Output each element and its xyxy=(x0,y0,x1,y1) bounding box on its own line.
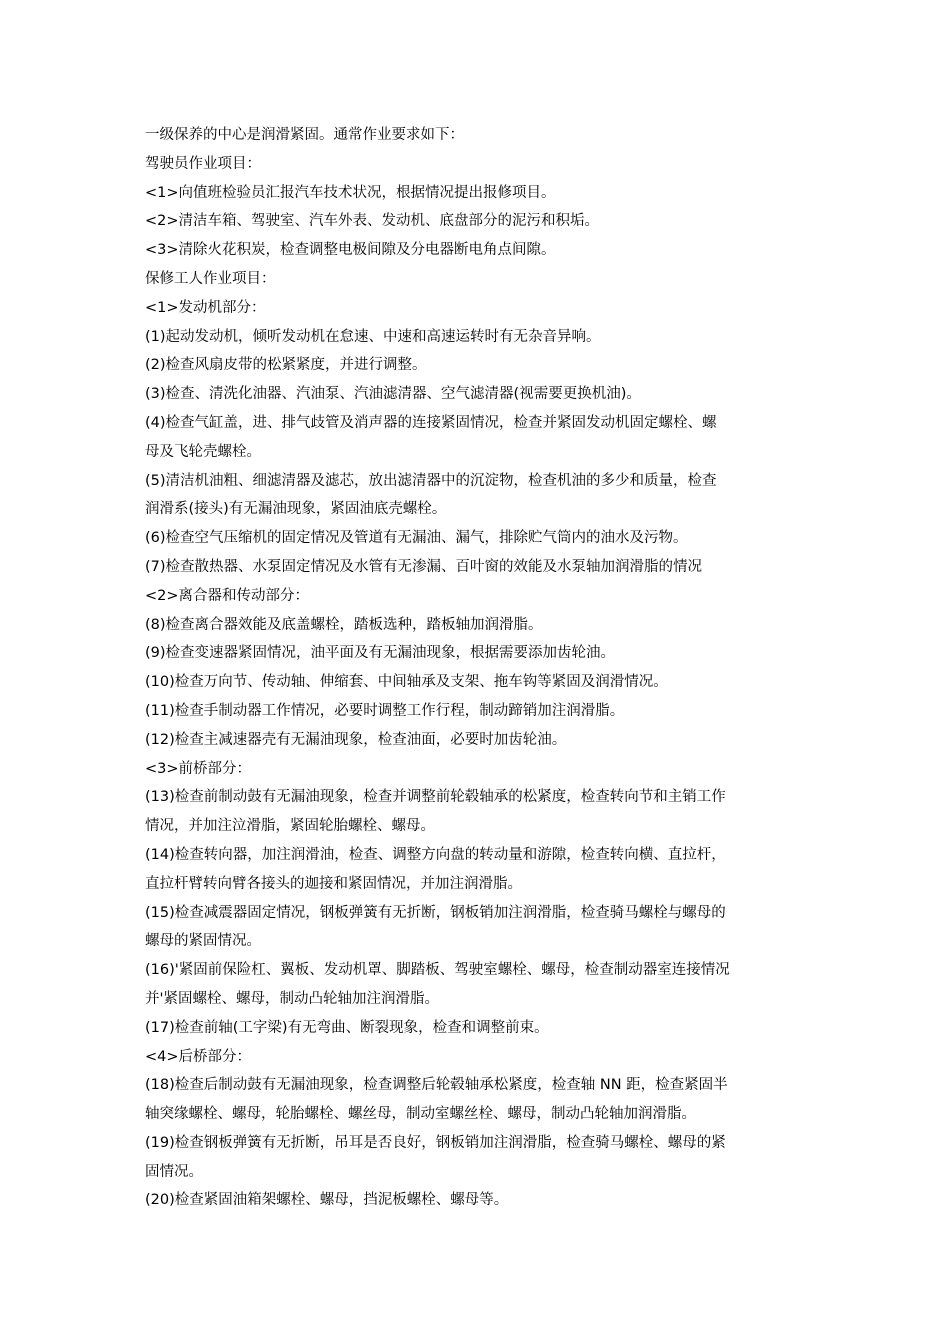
text-line: 一级保养的中心是润滑紧固。通常作业要求如下： xyxy=(145,127,464,143)
text-line: (4)检查气缸盖，进、排气歧管及消声器的连接紧固情况，检查并紧固发动机固定螺栓、螺 xyxy=(145,414,717,431)
text-line: (7)检查散热器、水泵固定情况及水管有无渗漏、百叶窗的效能及水泵轴加润滑脂的情况 xyxy=(145,558,703,575)
text-line: (13)检查前制动鼓有无漏油现象，检查并调整前轮毂轴承的松紧度，检查转向节和主销工作 xyxy=(145,789,726,806)
text-line: (5)清洁机油粗、细滤清器及滤芯，放出滤清器中的沉淀物，检查机油的多少和质量，检查 xyxy=(145,472,717,489)
text-line: (14)检查转向器，加注润滑油，检查、调整方向盘的转动量和游隙，检查转向横、直拉杆， xyxy=(145,846,726,863)
text-line: (10)检查万向节、传动轴、伸缩套、中间轴承及支架、拖车钩等紧固及润滑情况。 xyxy=(145,674,668,691)
text-line: (16)'紧固前保险杠、翼板、发动机罩、脚踏板、驾驶室螺栓、螺母，检查制动器室连接情况 xyxy=(145,962,730,979)
subsection-heading: <4>后桥部分： xyxy=(145,1048,252,1065)
subsection-heading: <3>前桥部分： xyxy=(145,760,252,777)
text-line: (11)检查手制动器工作情况，必要时调整工作行程，制动蹄销加注润滑脂。 xyxy=(145,702,625,719)
text-line: (12)检查主减速器壳有无漏油现象，检查油面，必要时加齿轮油。 xyxy=(145,731,567,748)
section-heading: 保修工人作业项目： xyxy=(145,270,276,287)
text-line: (6)检查空气压缩机的固定情况及管道有无漏油、漏气，排除贮气筒内的油水及污物。 xyxy=(145,530,688,547)
document-body xyxy=(145,121,810,1215)
subsection-heading: <2>离合器和传动部分： xyxy=(145,587,310,604)
text-line: (15)检查减震器固定情况，钢板弹簧有无折断，钢板销加注润滑脂，检查骑马螺栓与螺母的 xyxy=(145,904,726,921)
text-line: 情况，并加注泣滑脂，紧固轮胎螺栓、螺母。 xyxy=(145,818,435,835)
text-line: (8)检查离合器效能及底盖螺栓，踏板选种，踏板轴加润滑脂。 xyxy=(145,616,543,633)
text-line: <3>清除火花积炭，检查调整电极间隙及分电器断电角点间隙。 xyxy=(145,242,556,259)
text-line: 并'紧固螺栓、螺母，制动凸轮轴加注润滑脂。 xyxy=(145,990,439,1007)
text-line: 润滑系(接头)有无漏油现象，紧固油底壳螺栓。 xyxy=(145,501,447,518)
text-line: 母及飞轮壳螺栓。 xyxy=(145,443,261,460)
text-line: (17)检查前轴(工字梁)有无弯曲、断裂现象，检查和调整前束。 xyxy=(145,1019,549,1036)
text-line: (1)起动发动机，倾听发动机在怠速、中速和高速运转时有无杂音异响。 xyxy=(145,328,601,345)
text-line: (18)检查后制动鼓有无漏油现象，检查调整后轮毂轴承松紧度，检查轴 NN 距，检查紧固半 xyxy=(145,1077,728,1094)
text-line: (20)检查紧固油箱架螺栓、螺母，挡泥板螺栓、螺母等。 xyxy=(145,1192,509,1209)
text-line: (19)检查钢板弹簧有无折断，吊耳是否良好，钢板销加注润滑脂，检查骑马螺栓、螺母的紧 xyxy=(145,1134,726,1151)
text-line: 螺母的紧固情况。 xyxy=(145,933,261,950)
text-line: (3)检查、清洗化油器、汽油泵、汽油滤清器、空气滤清器(视需要更换机油)。 xyxy=(145,386,641,403)
text-line: (9)检查变速器紧固情况，油平面及有无漏油现象，根据需要添加齿轮油。 xyxy=(145,645,616,662)
text-line: 直拉杆臂转向臂各接头的迦接和紧固情况，并加注润滑脂。 xyxy=(145,875,522,892)
text-line: 轴突缘螺栓、螺母，轮胎螺栓、螺丝母，制动室螺丝栓、螺母，制动凸轮轴加润滑脂。 xyxy=(145,1106,696,1123)
text-line: <1>向值班检验员汇报汽车技术状况，根据情况提出报修项目。 xyxy=(145,184,556,201)
text-line: <2>清洁车箱、驾驶室、汽车外表、发动机、底盘部分的泥污和积垢。 xyxy=(145,213,600,230)
section-heading: 驾驶员作业项目： xyxy=(145,155,261,172)
subsection-heading: <1>发动机部分： xyxy=(145,299,266,316)
text-line: (2)检查风扇皮带的松紧紧度，并进行调整。 xyxy=(145,357,427,374)
text-line: 固情况。 xyxy=(145,1163,203,1180)
